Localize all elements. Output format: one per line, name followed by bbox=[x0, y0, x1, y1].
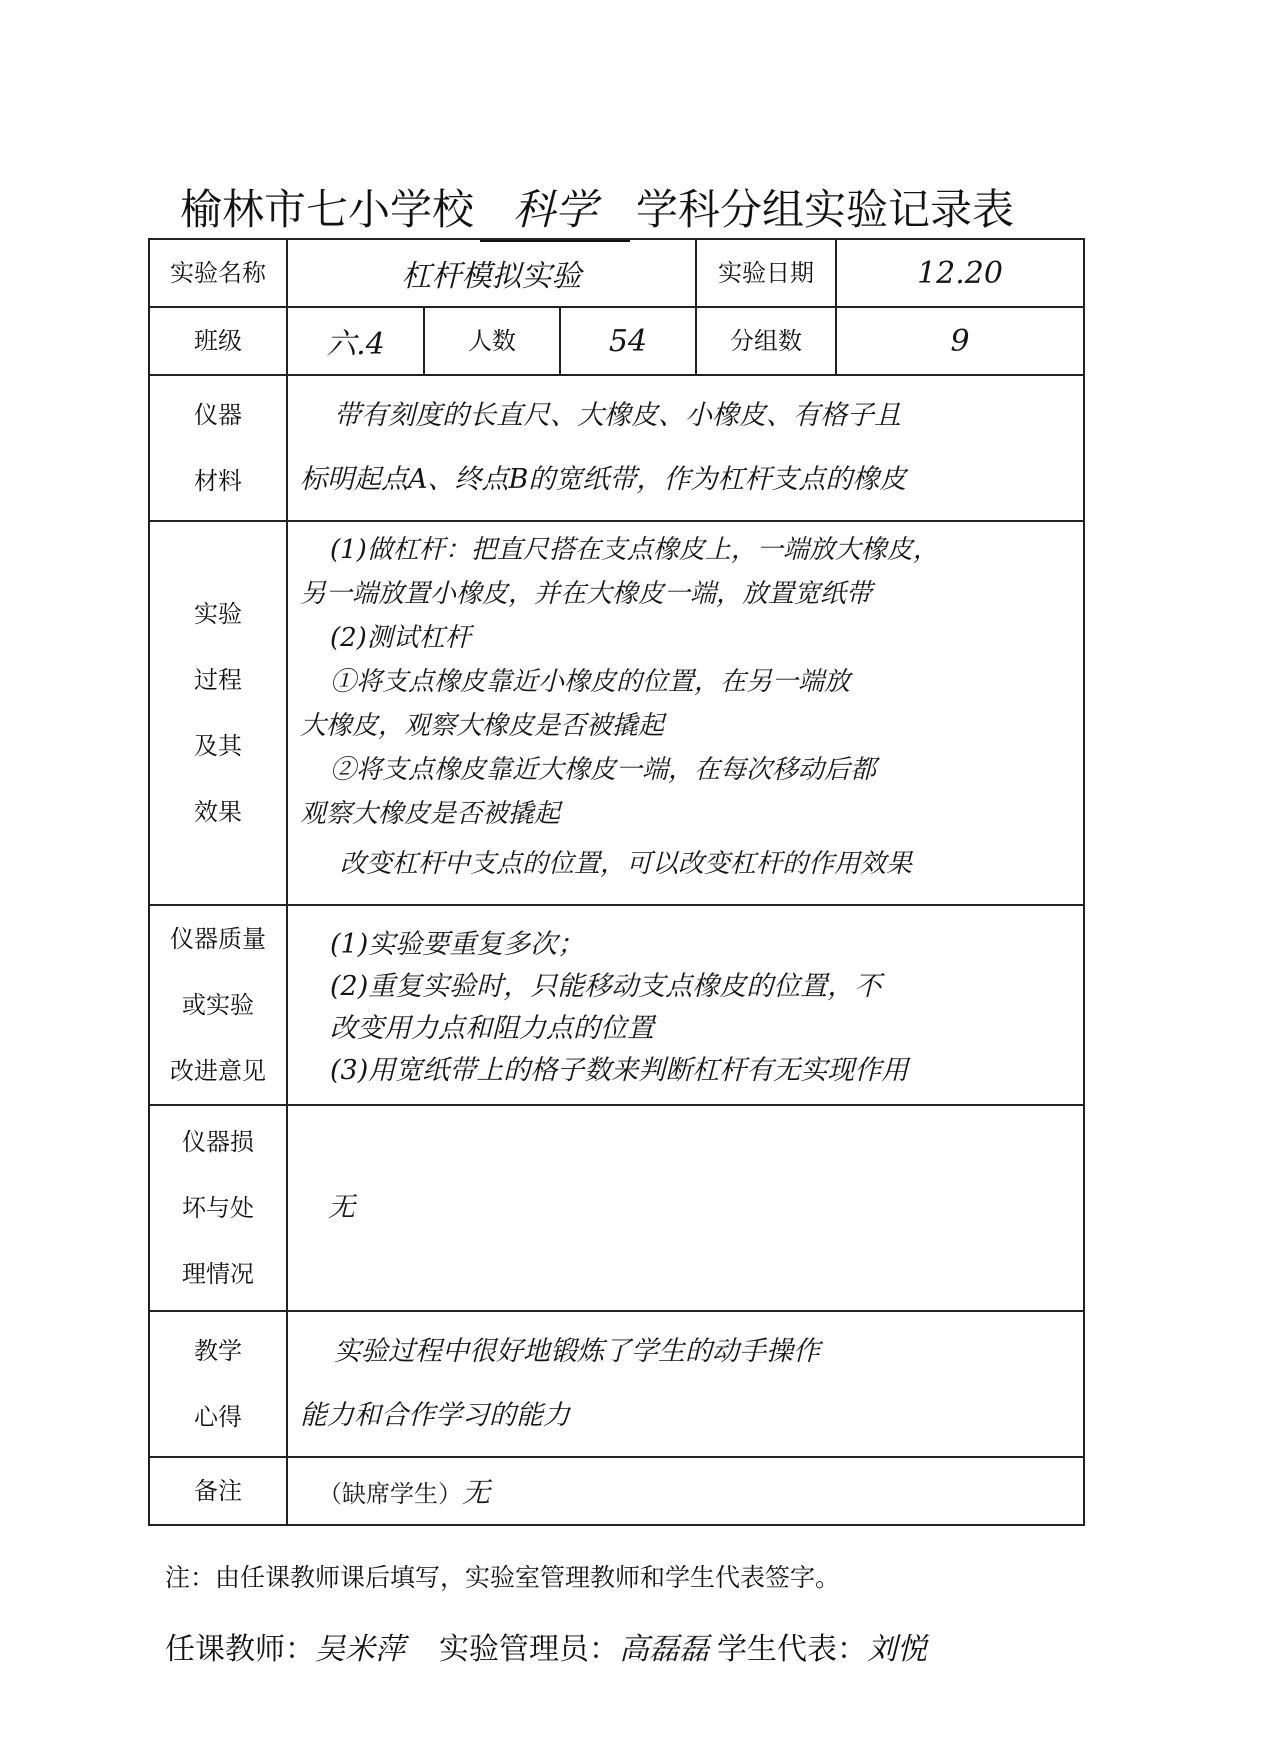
footer-note: 注：由任课教师课后填写，实验室管理教师和学生代表签字。 bbox=[165, 1563, 841, 1592]
materials-value bbox=[287, 375, 1084, 521]
remarks-value bbox=[287, 1457, 1084, 1525]
school-name: 榆林市七小学校 bbox=[180, 185, 475, 234]
teaching-line: 能力和合作学习的能力 bbox=[300, 1400, 570, 1431]
label-teaching-line: 心得 bbox=[194, 1403, 242, 1431]
process-line: (2)测试杠杆 bbox=[330, 623, 471, 653]
row-improvement bbox=[149, 905, 1084, 1105]
label-experiment-date: 实验日期 bbox=[696, 239, 836, 307]
damage-line: 无 bbox=[328, 1192, 355, 1223]
label-teaching-line: 教学 bbox=[194, 1337, 242, 1365]
group-count-value: 9 bbox=[836, 307, 1084, 375]
process-value bbox=[287, 521, 1084, 905]
improvement-line: (1)实验要重复多次； bbox=[330, 929, 585, 960]
experiment-date-value: 12.20 bbox=[836, 239, 1084, 307]
label-class: 班级 bbox=[149, 307, 287, 375]
improvement-line: (2)重复实验时，只能移动支点橡皮的位置，不 bbox=[330, 971, 882, 1002]
label-damage-line: 坏与处 bbox=[182, 1194, 254, 1222]
label-experiment-name: 实验名称 bbox=[149, 239, 287, 307]
student-label: 学生代表： bbox=[717, 1632, 867, 1667]
label-improvement bbox=[149, 905, 287, 1105]
materials-line: 带有刻度的长直尺、大橡皮、小橡皮、有格子且 bbox=[334, 400, 901, 431]
label-materials-line: 材料 bbox=[194, 467, 242, 495]
label-process-line: 及其 bbox=[194, 732, 242, 760]
process-line: 大橡皮，观察大橡皮是否被撬起 bbox=[300, 711, 665, 741]
process-line: 改变杠杆中支点的位置，可以改变杠杆的作用效果 bbox=[340, 849, 913, 879]
label-process-line: 过程 bbox=[194, 666, 242, 694]
process-line: (1)做杠杆：把直尺搭在支点橡皮上，一端放大橡皮， bbox=[330, 535, 939, 565]
label-damage-line: 仪器损 bbox=[182, 1128, 254, 1156]
label-materials-line: 仪器 bbox=[194, 401, 242, 429]
record-table bbox=[148, 238, 1085, 1526]
label-improvement-line: 或实验 bbox=[182, 991, 254, 1019]
row-materials bbox=[149, 375, 1084, 521]
row-class bbox=[149, 307, 1084, 375]
process-line: 观察大橡皮是否被撬起 bbox=[300, 799, 561, 829]
label-materials bbox=[149, 375, 287, 521]
improvement-line: (3)用宽纸带上的格子数来判断杠杆有无实现作用 bbox=[330, 1055, 909, 1086]
class-value: 六.4 bbox=[287, 307, 424, 375]
label-damage-line: 理情况 bbox=[182, 1260, 254, 1288]
row-damage bbox=[149, 1105, 1084, 1311]
label-process bbox=[149, 521, 287, 905]
damage-value bbox=[287, 1105, 1084, 1311]
label-group-count: 分组数 bbox=[696, 307, 836, 375]
row-remarks bbox=[149, 1457, 1084, 1525]
materials-line: 标明起点A、终点B的宽纸带，作为杠杆支点的橡皮 bbox=[300, 464, 907, 495]
process-line: ②将支点橡皮靠近大橡皮一端，在每次移动后都 bbox=[330, 755, 877, 785]
label-teaching bbox=[149, 1311, 287, 1457]
people-count-value: 54 bbox=[560, 307, 696, 375]
teaching-value bbox=[287, 1311, 1084, 1457]
page-title bbox=[180, 180, 1100, 240]
teaching-line: 实验过程中很好地锻炼了学生的动手操作 bbox=[334, 1336, 820, 1367]
label-process-line: 实验 bbox=[194, 600, 242, 628]
label-damage bbox=[149, 1105, 287, 1311]
remarks-handwritten: 无 bbox=[462, 1476, 491, 1509]
row-process bbox=[149, 521, 1084, 905]
student-signature: 刘悦 bbox=[867, 1632, 927, 1667]
remarks-prefix: （缺席学生） bbox=[318, 1480, 462, 1508]
teacher-signature: 吴米萍 bbox=[315, 1632, 405, 1667]
label-remarks: 备注 bbox=[149, 1457, 287, 1525]
teacher-label: 任课教师： bbox=[165, 1632, 315, 1667]
subject-field: 科学 bbox=[480, 180, 630, 242]
improvement-line: 改变用力点和阻力点的位置 bbox=[330, 1013, 654, 1044]
label-people-count: 人数 bbox=[424, 307, 560, 375]
title-suffix: 学科分组实验记录表 bbox=[636, 185, 1015, 234]
process-line: ①将支点橡皮靠近小橡皮的位置，在另一端放 bbox=[330, 667, 851, 697]
process-line: 另一端放置小橡皮，并在大橡皮一端，放置宽纸带 bbox=[300, 579, 873, 609]
label-process-line: 效果 bbox=[194, 798, 242, 826]
row-teaching bbox=[149, 1311, 1084, 1457]
label-improvement-line: 改进意见 bbox=[170, 1057, 266, 1085]
improvement-value bbox=[287, 905, 1084, 1105]
admin-signature: 高磊磊 bbox=[619, 1632, 709, 1667]
label-improvement-line: 仪器质量 bbox=[170, 925, 266, 953]
experiment-name-value: 杠杆模拟实验 bbox=[287, 239, 696, 307]
signature-row bbox=[165, 1620, 1165, 1680]
admin-label: 实验管理员： bbox=[439, 1632, 619, 1667]
row-experiment-name bbox=[149, 239, 1084, 307]
